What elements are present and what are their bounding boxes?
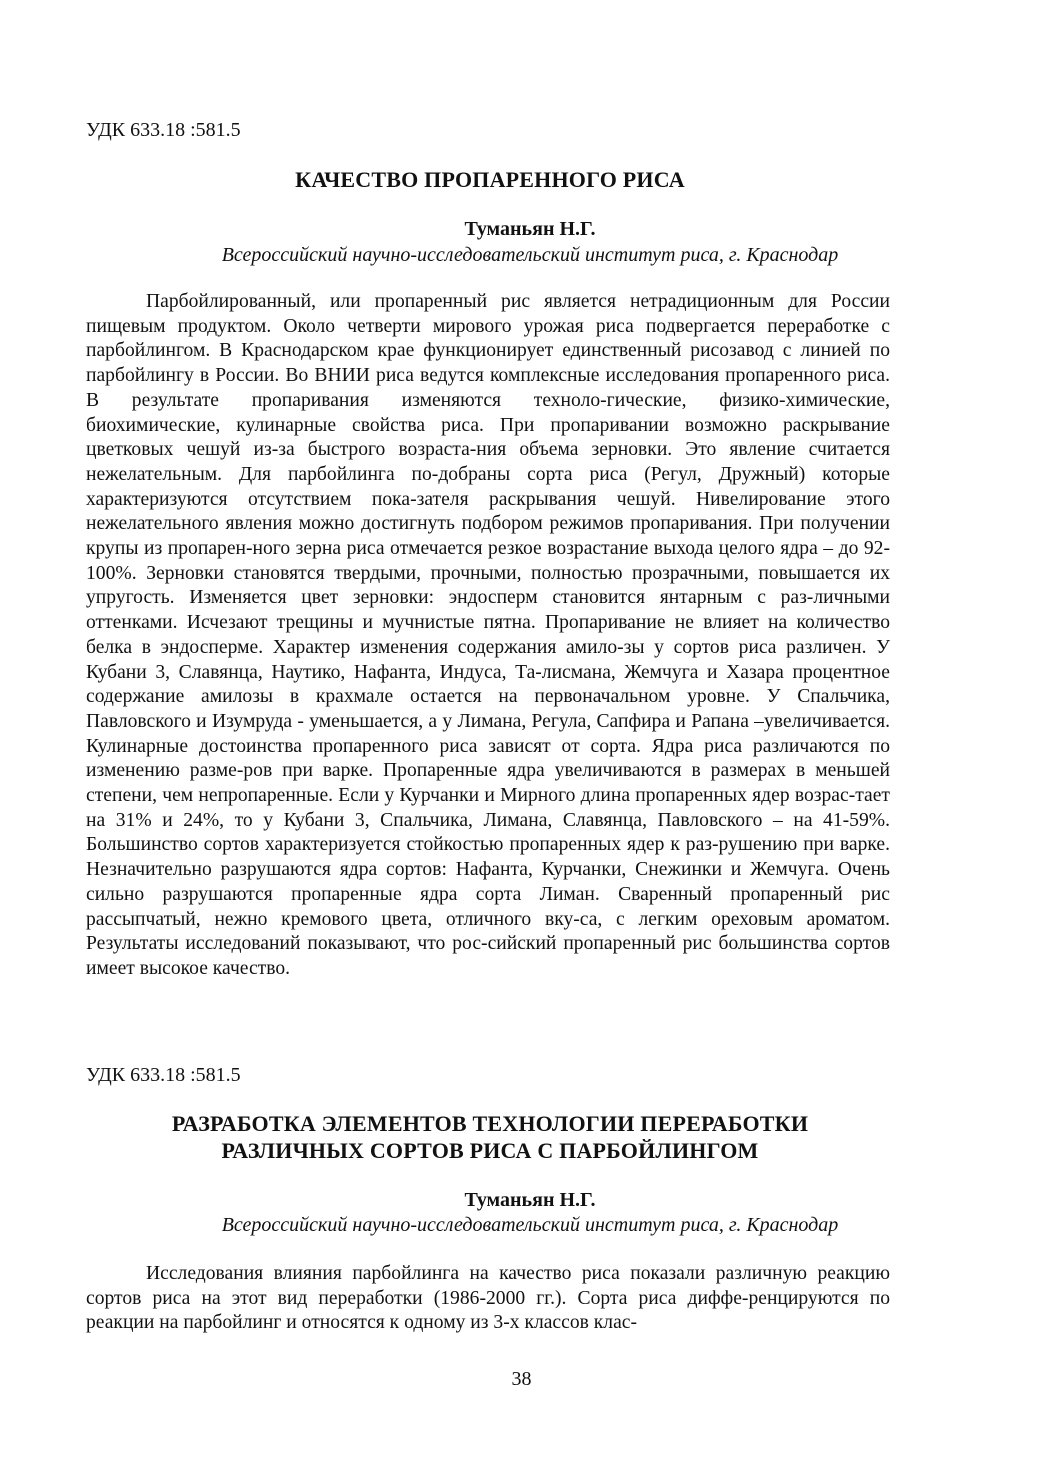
article-2-affiliation: Всероссийский научно-исследовательский институт риса, г. Краснодар (221, 1214, 839, 1236)
udk-code-2: УДК 633.18 :581.5 (86, 1064, 241, 1086)
page-number: 38 (511, 1368, 532, 1390)
article-2-title-line-2: РАЗЛИЧНЫХ СОРТОВ РИСА С ПАРБОЙЛИНГОМ (221, 1138, 759, 1163)
article-2-body: Исследования влияния парбойлинга на качество риса показали различную реакцию сортов риса на этот вид переработки (1986-2000 гг.). Сорта риса диффе-ренцируются по реакции на парбойлинг и относятся к одному из 3-х классов клас- (86, 1263, 890, 1334)
article-2-author: Туманьян Н.Г. (464, 1189, 596, 1211)
article-1-author: Туманьян Н.Г. (464, 218, 596, 240)
article-1-title: КАЧЕСТВО ПРОПАРЕННОГО РИСА (295, 167, 685, 192)
article-2-title-line-1: РАЗРАБОТКА ЭЛЕМЕНТОВ ТЕХНОЛОГИИ ПЕРЕРАБОТКИ (171, 1111, 809, 1136)
article-1-affiliation: Всероссийский научно-исследовательский институт риса, г. Краснодар (221, 244, 839, 266)
article-1-body: Парбойлированный, или пропаренный рис является нетрадиционным для России пищевым продуктом. Около четверти мирового урожая риса подвергается переработке с парбойлингом. В Краснодарском крае функционирует единственный рисозавод с линией по парбойлингу в России. Во ВНИИ риса ведутся комплексные исследования пропаренного риса. В результате пропаривания изменяются техноло-гические, физико-химические, биохимические, кулинарные свойства риса. При пропаривании возможно раскрывание цветковых чешуй из-за быстрого возраста-ния объема зерновки. Это явление считается нежелательным. Для парбойлинга по-добраны сорта риса (Регул, Дружный) которые характеризуются отсутствием пока-зателя раскрывания чешуй. Нивелирование этого нежелательного явления можно достигнуть подбором режимов пропаривания. При получении крупы из пропарен-ного зерна риса отмечается резкое возрастание выхода целого ядра – до 92-100%. Зерновки становятся твердыми, прочными, полностью прозрачными, повышается их упругость. Изменяется цвет зерновки: эндосперм становится янтарным с раз-личными оттенками. Исчезают трещины и мучнистые пятна. Пропаривание не влияет на количество белка в эндосперме. Характер изменения содержания амило-зы у сортов риса различен. У Кубани 3, Славянца, Наутико, Нафанта, Индуса, Та-лисмана, Жемчуга и Хазара процентное содержание амилозы в крахмале остается на первоначальном уровне. У Спальчика, Павловского и Изумруда - уменьшается, а у Лимана, Регула, Сапфира и Рапана –увеличивается. Кулинарные достоинства пропаренного риса зависят от сорта. Ядра риса различаются по изменению разме-ров при варке. Пропаренные ядра увеличиваются в размерах в меньшей степени, чем непропаренные. Если у Курчанки и Мирного длина пропаренных ядер возрас-тает на 31% и 24%, то у Кубани 3, Спальчика, Лимана, Славянца, Павловского – на 41-59%. Большинство сортов характеризуется стойкостью пропаренных ядер к раз-рушению при варке. Незначительно разрушаются ядра сортов: Нафанта, Курчанки, Снежинки и Жемчуга. Очень сильно разрушаются пропаренные ядра сорта Лиман. Сваренный пропаренный рис рассыпчатый, нежно кремового цвета, отличного вку-са, с легким ореховым ароматом. Результаты исследований показывают, что рос-сийский пропаренный рис большинства сортов имеет высокое качество. (86, 291, 890, 979)
udk-code-1: УДК 633.18 :581.5 (86, 119, 241, 141)
